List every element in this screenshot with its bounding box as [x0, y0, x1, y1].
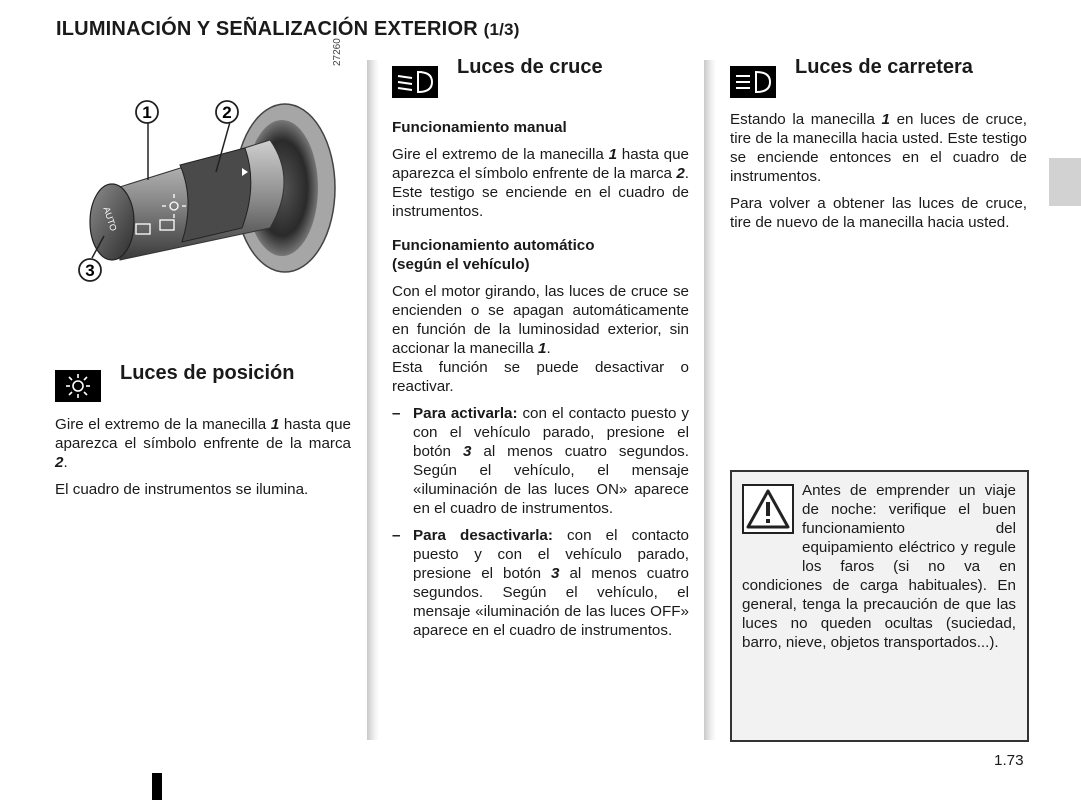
warning-box [730, 470, 1029, 742]
auto-subheading: Funcionamiento automático (según el vehículo) [392, 237, 595, 273]
page-number: 1.73 [994, 752, 1024, 769]
callout-1-number: 1 [142, 103, 152, 122]
callout-3-number: 3 [85, 261, 95, 280]
manual-subheading: Funcionamiento manual [392, 119, 567, 136]
figure-reference: 27260 [332, 38, 343, 66]
callout-2-number: 2 [222, 103, 232, 122]
activate-item: – Para activarla: con el contacto puesto y con el vehículo parado, presione el botón 3 al menos cuatro segundos. Según el vehículo, el mensaje «iluminación de las luces ON» aparece en el cuadro de instrumentos. [392, 405, 689, 517]
position-lights-heading: Luces de posición [120, 362, 295, 384]
position-light-icon [55, 370, 101, 402]
deactivate-item: – Para desactivarla: con el contacto puesto y con el vehículo parado, presione el botón 3 al menos cuatro segundos. Según el vehículo, el mensaje «iluminación de las luces OFF» aparece en el cuadro de instrumentos. [392, 527, 690, 639]
column-divider-2 [704, 60, 716, 740]
section-tab [1049, 158, 1081, 206]
title-text: ILUMINACIÓN Y SEÑALIZACIÓN EXTERIOR [56, 18, 478, 40]
dipped-beam-text: Funcionamiento manual Gire el extremo de la manecilla 1 hasta que aparezca el símbolo enfrente de la marca 2. Este testigo se enciende en el cuadro de instrumentos. Funcionamiento automático (según el vehículo) Con el motor girando, las luces de cruce se encienden o se apagan automáticamente en función de la luminosidad exterior, sin accionar la manecilla 1. Esta función se puede desactivar o reactivar. – Para activarla: con el contacto puesto y con el vehículo parado, presione el botón 3 al menos cuatro segundos. Según el vehículo, el mensaje «iluminación de las luces ON» aparece en el cuadro de instrumentos. – Para desactivarla: con el contacto puesto y con el vehículo parado, presione el botón 3 al menos cuatro segundos. Según el vehículo, el mensaje «iluminación de las luces OFF» aparece en el cuadro de instrumentos. [392, 119, 690, 639]
position-lights-text: Gire el extremo de la manecilla 1 hasta que aparezca el símbolo enfrente de la marca 2. El cuadro de instrumentos se ilumina. [55, 416, 352, 498]
main-beam-p2: Para volver a obtener las luces de cruce, tire de nuevo de la manecilla hacia usted. [730, 195, 1027, 231]
main-beam-text: Estando la manecilla 1 en luces de cruce, tire de la manecilla hacia usted. Este testigo se enciende entonces en el cuadro de instrumentos. Para volver a obtener las luces de cruce, tire de nuevo de la manecilla hacia usted. [730, 111, 1027, 231]
column-divider-1 [367, 60, 379, 740]
position-lights-p2: El cuadro de instrumentos se ilumina. [55, 481, 309, 498]
auto-deactivate-note: Esta función se puede desactivar o reactivar. [392, 359, 689, 395]
title-part: (1/3) [483, 20, 520, 39]
page-title [56, 18, 520, 41]
dipped-beam-icon [392, 66, 438, 98]
main-beam-icon [730, 66, 776, 98]
dipped-beam-heading: Luces de cruce [457, 56, 603, 78]
light-switch-illustration [70, 60, 370, 300]
main-beam-heading: Luces de carretera [795, 56, 973, 78]
auto-label: AUTO [101, 205, 119, 233]
switch-rotary-ring [180, 148, 251, 242]
warning-text: Antes de emprender un viaje de noche: verifique el buen funcionamiento del equipamiento eléctrico y regule los faros (si no va en condiciones de carga habituales). En general, tenga la precaución de que las luces no queden ocultas (suciedad, barro, nieve, objetos transportados...). [742, 482, 1016, 651]
crop-mark [152, 773, 162, 800]
